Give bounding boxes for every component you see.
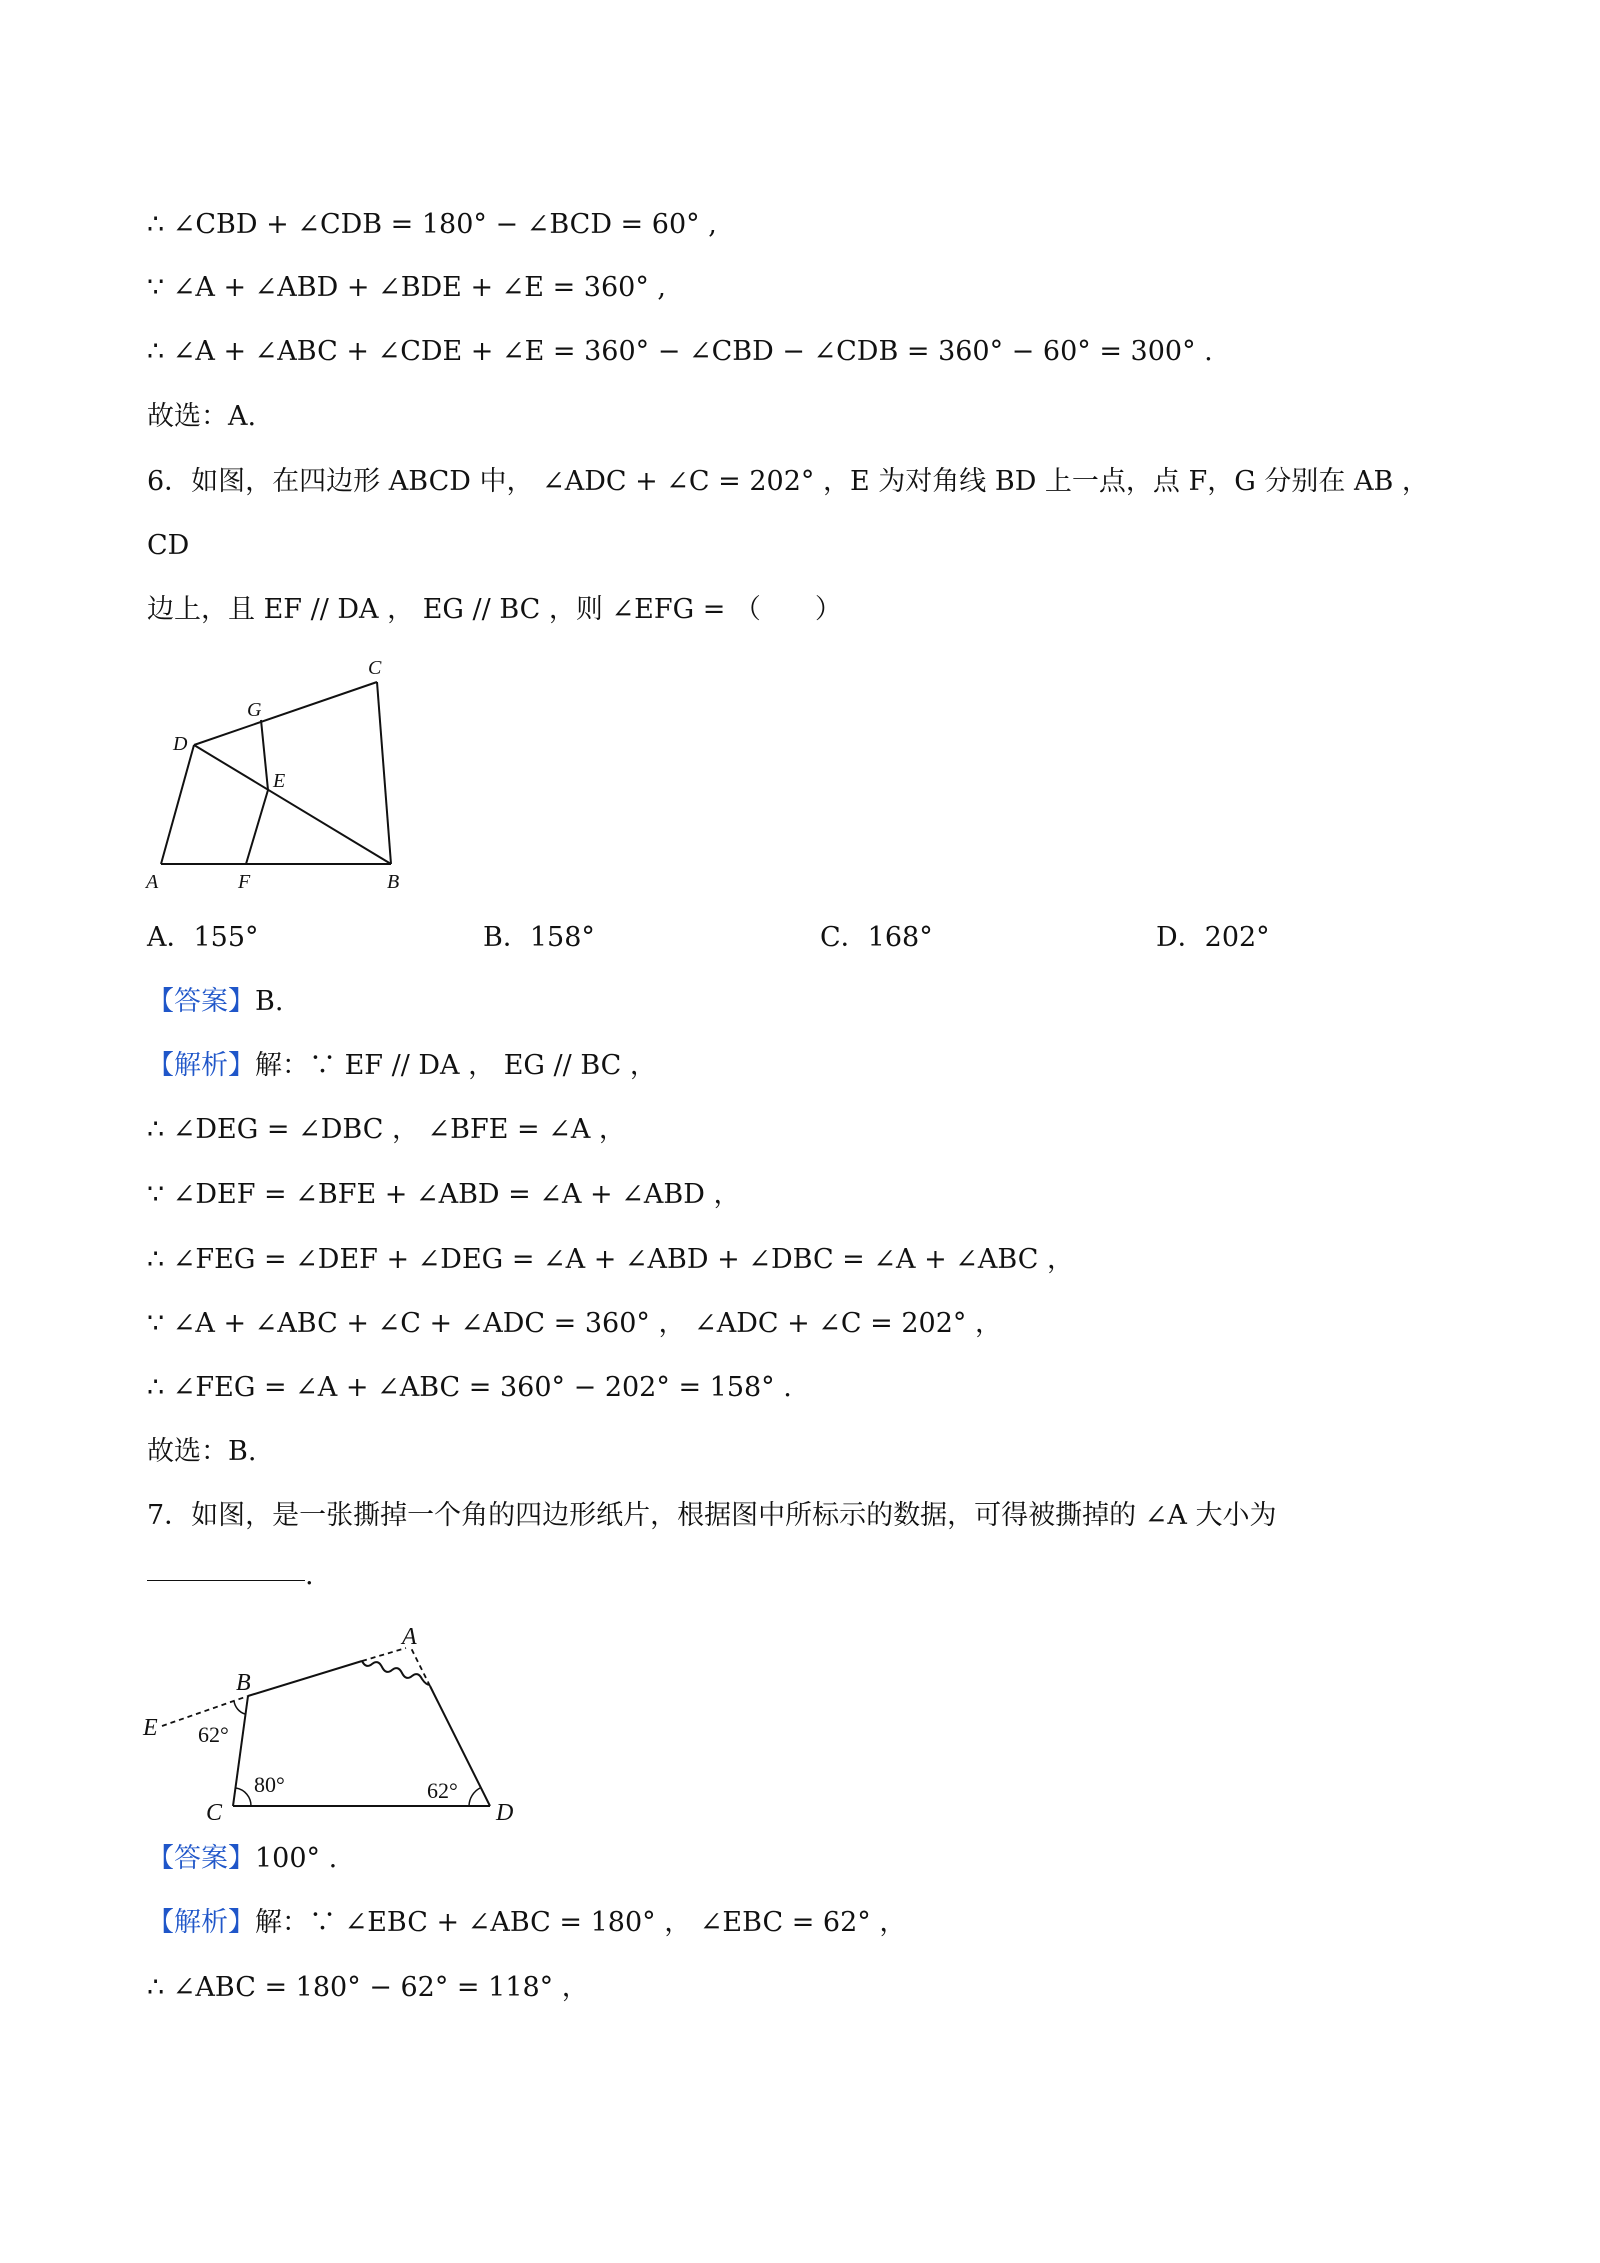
label-c: C (368, 657, 382, 679)
segment-eg (261, 720, 268, 790)
extension-ba (362, 1648, 406, 1661)
segment-da (161, 745, 194, 864)
answer-blank (147, 1578, 305, 1581)
extension-da (410, 1646, 430, 1686)
solution-line: ∴ ∠FEG = ∠DEF + ∠DEG = ∠A + ∠ABD + ∠DBC = ∠A + ∠ABC ， (147, 1244, 1075, 1275)
answer-6 (147, 982, 283, 1022)
question-6-text: 边上，且 EF // DA ， EG // BC ，则 ∠EFG = （ ） (147, 594, 842, 625)
label-a: A (402, 1624, 417, 1650)
question-6-text: CD (147, 530, 190, 561)
option-a: A．155° (147, 922, 259, 953)
segment-ef (246, 790, 268, 864)
angle-label-ebc: 62° (198, 1722, 229, 1747)
solution-line: ∴ ∠A + ∠ABC + ∠CDE + ∠E = 360° − ∠CBD − ∠CDB = 360° − 60° = 300° . (147, 336, 1213, 367)
label-a: A (146, 871, 159, 893)
answer-tag: 【答案】 (147, 986, 255, 1017)
answer-tag: 【答案】 (147, 1843, 255, 1874)
analysis-text: 解：∵ ∠EBC + ∠ABC = 180° ， ∠EBC = 62° ， (255, 1907, 907, 1938)
label-b: B (387, 871, 400, 893)
solution-line: ∵ ∠A + ∠ABC + ∠C + ∠ADC = 360° ， ∠ADC + ∠C = 202° ， (147, 1308, 1002, 1339)
choice-line: 故选：A. (147, 401, 257, 432)
solution-line: ∴ ∠ABC = 180° − 62° = 118° ， (147, 1972, 589, 2003)
arc-angle-ebc (234, 1701, 245, 1714)
angle-label-c: 80° (254, 1772, 285, 1797)
arc-angle-c (236, 1788, 251, 1806)
label-g: G (247, 699, 262, 721)
analysis-6 (147, 1046, 657, 1086)
answer-value: B. (255, 986, 284, 1017)
option-b: B．158° (483, 922, 595, 953)
label-b: B (236, 1670, 251, 1696)
analysis-tag: 【解析】 (147, 1050, 255, 1081)
analysis-tag: 【解析】 (147, 1907, 255, 1938)
question-7-text: 7．如图，是一张撕掉一个角的四边形纸片，根据图中所标示的数据，可得被撕掉的 ∠A 大小为 (147, 1500, 1277, 1531)
segment-bd (194, 745, 391, 864)
figure-quadrilateral-abcd (140, 650, 430, 900)
label-e: E (273, 770, 286, 792)
blank-end: . (305, 1560, 314, 1591)
answer-7 (147, 1839, 337, 1879)
label-d: D (496, 1800, 514, 1826)
solution-line: ∴ ∠FEG = ∠A + ∠ABC = 360° − 202° = 158° . (147, 1372, 792, 1403)
label-c: C (206, 1800, 223, 1826)
solution-line: ∵ ∠A + ∠ABD + ∠BDE + ∠E = 360° , (147, 272, 666, 303)
segment-b-torn (248, 1661, 362, 1696)
option-d: D．202° (1156, 922, 1270, 953)
segment-bc (377, 682, 391, 864)
solution-line: ∴ ∠DEG = ∠DBC ， ∠BFE = ∠A ， (147, 1114, 626, 1145)
arc-angle-d (469, 1788, 480, 1806)
label-f: F (238, 871, 251, 893)
answer-value: 100° . (255, 1843, 338, 1874)
angle-label-d: 62° (427, 1778, 458, 1803)
label-e: E (143, 1715, 158, 1741)
question-6-text: 6．如图，在四边形 ABCD 中， ∠ADC + ∠C = 202° ，E 为对角线 BD 上一点，点 F，G 分别在 AB ， (147, 466, 1429, 497)
option-c: C．168° (820, 922, 933, 953)
analysis-7 (147, 1903, 906, 1943)
solution-line: ∴ ∠CBD + ∠CDB = 180° − ∠BCD = 60° , (147, 209, 717, 240)
analysis-text: 解：∵ EF // DA ， EG // BC ， (255, 1050, 657, 1081)
figure-torn-quadrilateral (140, 1608, 540, 1828)
solution-line: ∵ ∠DEF = ∠BFE + ∠ABD = ∠A + ∠ABD ， (147, 1179, 741, 1210)
segment-cd (194, 682, 377, 745)
label-d: D (173, 733, 188, 755)
torn-edge (362, 1661, 430, 1685)
choice-line: 故选：B. (147, 1436, 257, 1467)
